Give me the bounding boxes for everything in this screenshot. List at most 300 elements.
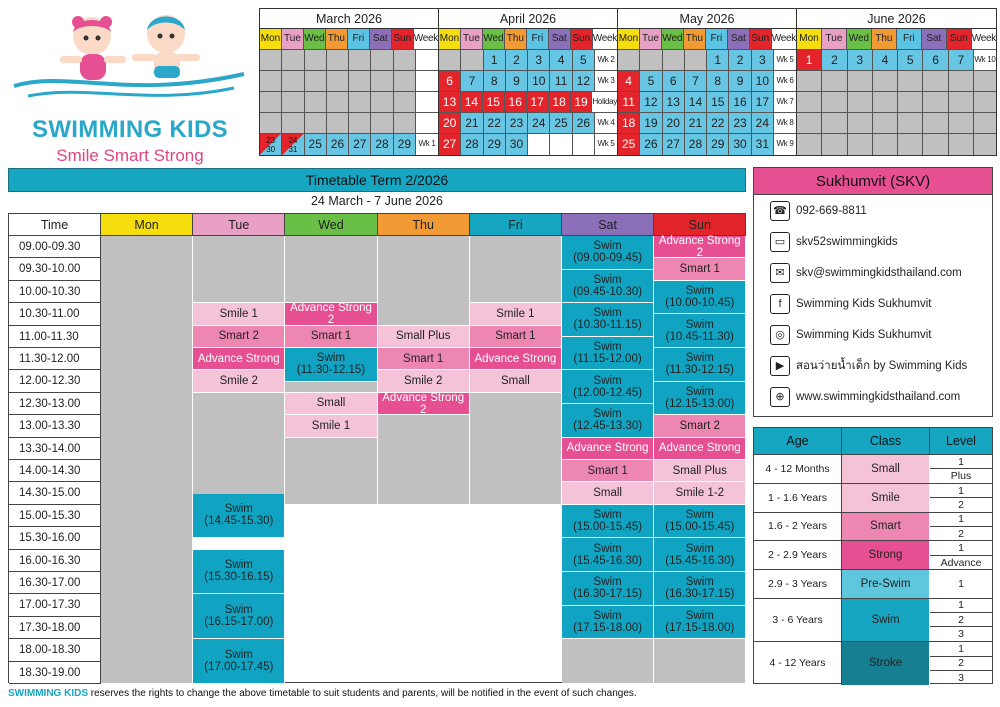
calendar-day [573,134,595,155]
calendar-day [327,71,349,91]
calendar-day [949,134,974,155]
weekday-header: Sat [728,29,750,49]
calendar-week-row [260,50,438,71]
weekday-header: Sun [750,29,772,49]
weekday-header: Sun [392,29,414,49]
contact-text[interactable]: 092-669-8811 [796,204,867,217]
class-time: (15.00-15.45) [665,521,735,534]
level-list [930,599,992,641]
level-list [930,513,992,541]
time-slot-label: 13.30-14.00 [9,438,101,460]
class-name: Swim [224,503,253,516]
class-name: Small [842,455,930,483]
age-range: 4 - 12 Months [754,455,842,483]
calendar-week-row [618,134,796,155]
calendar-day: 12 [573,71,595,91]
class-name: Advance Strong 2 [382,391,465,416]
class-name: Swim [842,599,930,641]
weekday-header: Fri [527,29,549,49]
weekday-header: Tue [640,29,662,49]
week-label [974,134,996,155]
time-slot-label: 16.00-16.30 [9,550,101,572]
calendar-day [282,134,304,155]
level-value: 2 [958,527,964,540]
empty-slot [193,236,285,303]
calendar-day [327,50,349,70]
calendar-day: 20 [439,113,461,133]
class-time: (12.45-13.30) [573,420,643,433]
level-value: 2 [930,657,992,672]
level-value: 1 [930,455,992,469]
level-list [930,541,992,569]
brand-slogan: Smile Smart Strong [56,146,204,165]
calendar-day [282,92,304,112]
day-column-header: Tue [193,214,285,236]
brand-logo [8,8,252,168]
weekday-header: Wed [483,29,505,49]
time-slot-label: 14.30-15.00 [9,482,101,504]
weekday-header: Mon [797,29,822,49]
class-slot [193,326,285,348]
class-name: Strong [842,541,930,569]
branch-title: Sukhumvit (SKV) [754,168,992,195]
timetable-title: Timetable Term 2/2026 [8,168,746,192]
calendar-day [898,71,923,91]
class-name: Swim [593,273,622,286]
class-slot [654,482,746,504]
class-name: Smart 1 [403,352,444,365]
calendar-day [873,134,898,155]
class-slot [654,438,746,460]
calendar-day: 24 [528,113,550,133]
class-name: Smile [842,484,930,512]
class-name: Smart 1 [587,464,628,477]
time-slot-label: 15.00-15.30 [9,505,101,527]
class-slot [562,337,654,371]
calendar-day: 23 [729,113,751,133]
calendar-day: 30 [506,134,528,155]
calendar-month [797,9,996,155]
class-slot [562,505,654,539]
class-name: Swim [593,240,622,253]
weekday-header-row [439,29,617,50]
contact-list [754,195,992,412]
footer-brand: SWIMMING KIDS [8,688,88,699]
contact-text[interactable]: skv@swimmingkidsthailand.com [796,266,962,279]
calendar-day: 22 [484,113,506,133]
class-name: Smart 2 [218,330,259,343]
class-name: Stroke [842,642,930,685]
calendar-day [349,92,371,112]
calendar-day [349,71,371,91]
class-name: Swim [593,576,622,589]
contact-text[interactable]: www.swimmingkidsthailand.com [796,390,961,403]
week-label [416,113,438,133]
class-name: Swim [593,542,622,555]
calendar-day [461,50,483,70]
month-name: March 2026 [260,9,438,29]
level-value: Advance [940,556,982,569]
phone-icon: ☎ [770,201,790,221]
calendar-day [260,50,282,70]
contact-row[interactable] [754,381,992,412]
class-slot [562,404,654,438]
calendar-day [305,92,327,112]
weekday-header: Tue [822,29,847,49]
email-icon: ✉ [770,263,790,283]
contact-row[interactable] [754,350,992,381]
week-header: Week [772,29,796,49]
class-slot [193,370,285,392]
class-time: (15.30-16.15) [204,571,274,584]
class-name: Smart 1 [310,330,352,343]
time-slot-label: 17.30-18.00 [9,617,101,639]
class-name: Small Plus [396,330,451,343]
class-slot [654,572,746,606]
empty-slot [470,236,562,303]
level-value: 1 [930,642,992,657]
class-slot [470,303,562,325]
calendar-day [640,50,662,70]
calendar-day: 5 [640,71,662,91]
class-slot [562,370,654,404]
brand-title: SWIMMING KIDS [32,116,228,143]
class-slot [562,606,654,640]
class-time: (09.00-09.45) [573,252,643,265]
class-slot [378,348,470,370]
time-slot-label: 16.30-17.00 [9,572,101,594]
class-slot [654,236,746,258]
calendar-day: 6 [439,71,461,91]
age-range: 4 - 12 Years [754,642,842,685]
class-slot [285,393,377,415]
calendar-day [305,50,327,70]
class-name: Advance Strong 2 [658,234,741,259]
calendar-day: 18 [549,92,571,112]
level-value: 1 [930,513,992,527]
class-time: (17.15-18.00) [665,621,735,634]
age-range: 2 - 2.9 Years [754,541,842,569]
class-slot [470,370,562,392]
class-slot [654,314,746,348]
class-name: Swim [593,374,622,387]
class-name: Smart 1 [679,263,720,276]
day-column-header: Mon [101,214,193,236]
calendar-day: 3 [752,50,774,70]
class-name: Advance Strong [474,352,557,365]
calendar-day: 23 [506,113,528,133]
class-slot [654,606,746,640]
class-time: (14.45-15.30) [204,515,274,528]
weekday-header-row [797,29,996,50]
calendar-day [873,71,898,91]
levels-row [754,599,992,642]
class-name: Swim [685,542,714,555]
calendar-day [949,92,974,112]
level-value: 3 [958,672,964,685]
time-slot-label: 09.30-10.00 [9,258,101,280]
calendar-day: 16 [729,92,751,112]
timetable-date-range: 24 March - 7 June 2026 [310,194,444,208]
calendar-day [349,50,371,70]
week-label: Holiday [592,92,617,112]
levels-header: Age [754,428,842,454]
globe-icon: ⊕ [770,387,790,407]
class-slot [562,270,654,304]
branch-contact-panel [753,167,993,417]
levels-row [754,484,992,513]
class-name: Smart 2 [679,419,720,432]
calendar-day: 1 [484,50,506,70]
levels-row [754,642,992,685]
calendar-day [949,113,974,133]
class-slot [193,494,285,539]
time-slot-label: 12.00-12.30 [9,370,101,392]
weekday-header: Wed [662,29,684,49]
calendar-day [394,92,416,112]
weekday-header-row [260,29,438,50]
contact-row[interactable] [754,257,992,288]
weekday-header: Tue [282,29,304,49]
calendar-day: 7 [461,71,483,91]
calendar-day: 13 [663,92,685,112]
calendar-day [923,92,948,112]
week-label [974,113,996,133]
class-time: (10.00-10.45) [665,297,735,310]
calendar-day: 27 [349,134,371,155]
calendar-day [528,134,550,155]
calendar-day [848,71,873,91]
class-slot [562,460,654,482]
weekday-header: Mon [618,29,640,49]
calendar-week-row [797,113,996,134]
calendar-week-row [797,92,996,113]
class-time: (15.45-16.30) [573,554,643,567]
class-name: Small Plus [672,464,727,477]
calendar-day: 1 [797,50,822,70]
weekday-header: Wed [847,29,872,49]
class-time: (10.30-11.15) [573,319,642,332]
class-time: (17.15-18.00) [573,621,643,634]
empty-slot [285,382,377,393]
timetable-grid [8,213,746,683]
calendar-day [923,71,948,91]
month-name: April 2026 [439,9,617,29]
calendar-day [822,92,847,112]
class-name: Swim [685,509,714,522]
term-calendar [259,8,997,156]
calendar-day [260,92,282,112]
class-slot [378,326,470,348]
levels-row [754,513,992,542]
week-label: Wk 7 [774,92,796,112]
age-range: 2.9 - 3 Years [754,570,842,597]
calendar-day: 26 [327,134,349,155]
calendar-day: 14 [461,92,483,112]
weekday-header: Mon [260,29,282,49]
class-time: (15.00-15.45) [573,521,643,534]
calendar-day: 1 [707,50,729,70]
week-label: Wk 10 [974,50,996,70]
week-label: Wk 1 [416,134,438,155]
level-value: 1 [930,484,992,498]
class-slot [654,460,746,482]
calendar-day: 29 [707,134,729,155]
weekday-header: Sat [370,29,392,49]
class-name: Swim [685,576,714,589]
calendar-day [260,113,282,133]
empty-slot [285,236,377,303]
class-name: Swim [593,609,622,622]
class-slot [470,348,562,370]
class-slot [193,550,285,595]
class-name: Small [316,397,346,410]
weekday-header: Fri [348,29,370,49]
class-slot [285,348,377,382]
class-time: (11.30-12.15) [665,364,734,377]
class-slot [470,326,562,348]
calendar-day [822,134,847,155]
calendar-week-row [797,134,996,155]
class-slot [562,482,654,504]
time-slot-label: 09.00-09.30 [9,236,101,258]
calendar-day: 2 [506,50,528,70]
class-name: Swim [593,307,622,320]
calendar-week-row [618,92,796,113]
weekday-header: Tue [461,29,483,49]
empty-slot [654,639,746,684]
class-name: Smile 2 [404,375,443,388]
month-name: May 2026 [618,9,796,29]
weekday-header: Sat [549,29,571,49]
calendar-day [663,50,685,70]
calendar-day: 25 [550,113,572,133]
week-label [416,71,438,91]
calendar-day [618,50,640,70]
contact-text[interactable]: สอนว่ายน้ำเด็ก by Swimming Kids [796,359,968,372]
calendar-day: 28 [461,134,483,155]
day-column-header: Sun [654,214,746,236]
calendar-day [371,113,393,133]
time-slot-label: 18.00-18.30 [9,639,101,661]
calendar-day [822,71,847,91]
levels-row [754,570,992,598]
levels-header: Class [842,428,930,454]
calendar-day: 2 [822,50,847,70]
calendar-day [848,113,873,133]
calendar-day [550,134,572,155]
calendar-day [371,92,393,112]
class-slot [562,438,654,460]
class-name: Smile 1 [496,307,535,320]
calendar-day [898,92,923,112]
calendar-day: 8 [707,71,729,91]
calendar-day: 22 [707,113,729,133]
calendar-day: 21 [685,113,707,133]
class-name: Advance Strong [566,442,649,455]
contact-row[interactable] [754,195,992,226]
week-label [416,50,438,70]
calendar-day [797,92,822,112]
calendar-day [797,71,822,91]
empty-slot [378,415,470,505]
calendar-day: 7 [685,71,707,91]
calendar-day [949,71,974,91]
contact-text[interactable]: Swimming Kids Sukhumvit [796,328,932,341]
contact-row[interactable] [754,288,992,319]
class-name: Smart [842,513,930,541]
calendar-day: 9 [506,71,528,91]
calendar-day [349,113,371,133]
day-column-header: Sat [562,214,654,236]
calendar-day: 30 [729,134,751,155]
week-label: Wk 3 [595,71,617,91]
calendar-day: 2 [729,50,751,70]
class-slot [193,594,285,639]
age-range: 3 - 6 Years [754,599,842,641]
month-name: June 2026 [797,9,996,29]
calendar-day: 17 [527,92,549,112]
calendar-month [618,9,797,155]
calendar-day [797,113,822,133]
calendar-day: 8 [484,71,506,91]
class-name: Smart 1 [495,330,536,343]
level-value: 2 [958,498,964,511]
calendar-day [305,71,327,91]
calendar-day: 19 [571,92,593,112]
day-column-header: Wed [285,214,377,236]
empty-slot [378,236,470,326]
class-time: (17.00-17.45) [204,661,274,674]
class-slot [654,281,746,315]
day-column-header: Thu [378,214,470,236]
week-header: Week [414,29,438,49]
weekday-header: Fri [897,29,922,49]
class-name: Swim [685,318,714,331]
week-label [416,92,438,112]
level-list [930,642,992,685]
class-slot [654,505,746,539]
contact-row[interactable] [754,319,992,350]
calendar-day [439,50,461,70]
weekday-header: Mon [439,29,461,49]
time-column-header: Time [9,214,101,236]
calendar-day: 4 [618,71,640,91]
calendar-day [685,50,707,70]
contact-row[interactable] [754,226,992,257]
class-slot [285,415,377,437]
level-value: 2 [930,613,992,627]
class-name: Smile 1 [311,419,351,432]
contact-text[interactable]: skv52swimmingkids [796,235,898,248]
class-name: Small [501,375,530,388]
day-column-header: Fri [470,214,562,236]
calendar-day: 26 [640,134,662,155]
class-name: Swim [224,604,253,617]
calendar-day [260,134,282,155]
week-label: Wk 9 [774,134,796,155]
weekday-header: Thu [684,29,706,49]
calendar-week-row [797,50,996,71]
class-slot [562,572,654,606]
class-name: Advance Strong 2 [290,301,372,326]
calendar-day [305,113,327,133]
calendar-day: 29 [484,134,506,155]
calendar-day [327,92,349,112]
class-name: Swim [593,341,622,354]
contact-text[interactable]: Swimming Kids Sukhumvit [796,297,932,310]
week-header: Week [972,29,996,49]
